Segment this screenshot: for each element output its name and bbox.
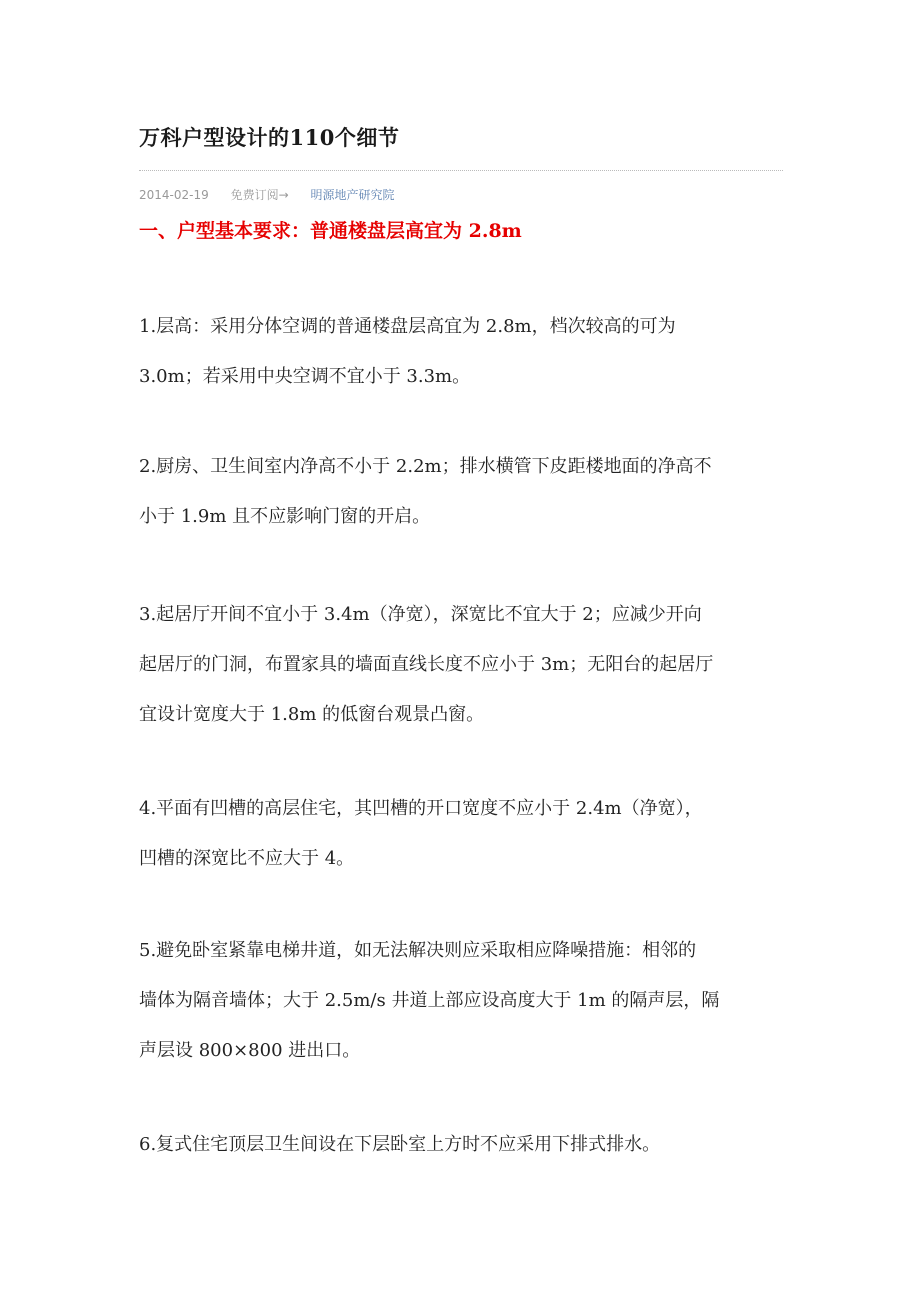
paragraph-line: 小于 1.9m 且不应影响门窗的开启。 bbox=[139, 506, 431, 527]
paragraph-line: 起居厅的门洞，布置家具的墙面直线长度不应小于 3m；无阳台的起居厅 bbox=[139, 654, 714, 675]
paragraph-line: 1.层高：采用分体空调的普通楼盘层高宜为 2.8m，档次较高的可为 bbox=[139, 316, 676, 337]
paragraph-5 bbox=[139, 926, 799, 1076]
paragraph-line: 3.0m；若采用中央空调不宜小于 3.3m。 bbox=[139, 366, 471, 387]
paragraph-line: 3.起居厅开间不宜小于 3.4m（净宽），深宽比不宜大于 2；应减少开向 bbox=[139, 604, 702, 625]
article-title: 万科户型设计的110个细节 bbox=[139, 125, 400, 150]
paragraph-line: 6.复式住宅顶层卫生间设在下层卧室上方时不应采用下排式排水。 bbox=[139, 1134, 661, 1155]
section-heading: 一、户型基本要求：普通楼盘层高宜为 2.8m bbox=[139, 220, 522, 242]
source-link[interactable]: 明源地产研究院 bbox=[310, 188, 395, 202]
paragraph-line: 4.平面有凹槽的高层住宅，其凹槽的开口宽度不应小于 2.4m（净宽）， bbox=[139, 798, 703, 819]
paragraph-3 bbox=[139, 590, 799, 740]
paragraph-line: 声层设 800×800 进出口。 bbox=[139, 1040, 361, 1061]
paragraph-6 bbox=[139, 1120, 799, 1170]
paragraph-1 bbox=[139, 302, 799, 402]
paragraph-line: 2.厨房、卫生间室内净高不小于 2.2m；排水横管下皮距楼地面的净高不 bbox=[139, 456, 712, 477]
title-divider bbox=[139, 170, 783, 171]
paragraph-line: 5.避免卧室紧靠电梯井道，如无法解决则应采取相应降噪措施：相邻的 bbox=[139, 940, 697, 961]
paragraph-line: 宜设计宽度大于 1.8m 的低窗台观景凸窗。 bbox=[139, 704, 485, 725]
meta-date: 2014-02-19 bbox=[139, 188, 209, 202]
article-meta bbox=[139, 186, 412, 203]
paragraph-line: 凹槽的深宽比不应大于 4。 bbox=[139, 848, 355, 869]
subscribe-link[interactable]: 免费订阅→ bbox=[230, 188, 289, 202]
paragraph-4 bbox=[139, 784, 799, 884]
paragraph-2 bbox=[139, 442, 799, 542]
paragraph-line: 墙体为隔音墙体；大于 2.5m/s 井道上部应设高度大于 1m 的隔声层，隔 bbox=[139, 990, 720, 1011]
